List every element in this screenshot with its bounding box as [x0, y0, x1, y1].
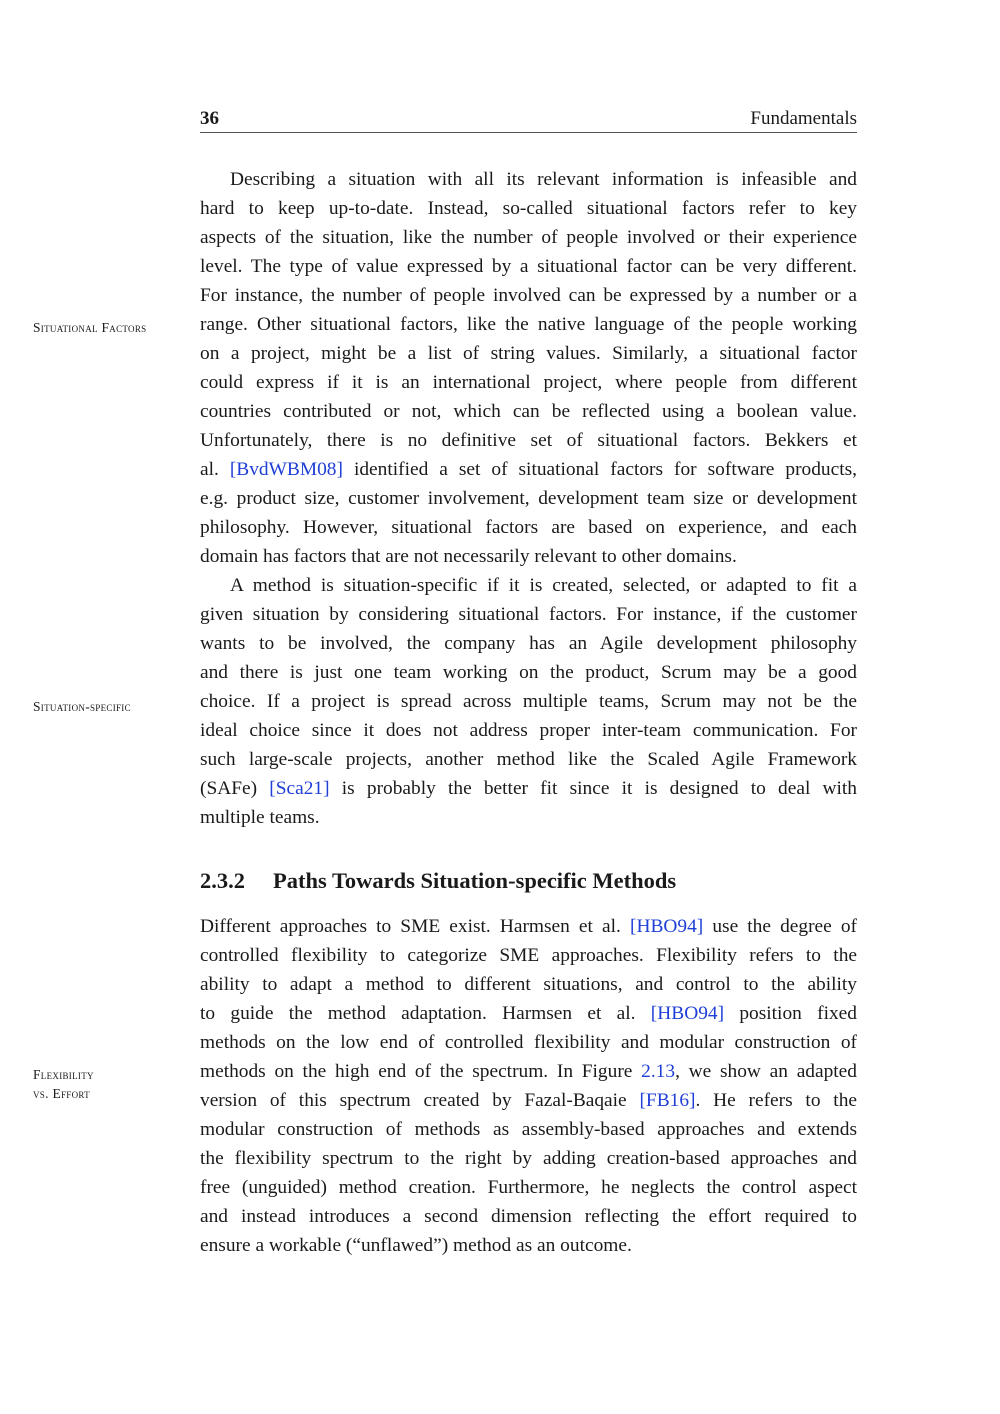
text-fragment: . He refers to the [695, 1090, 857, 1111]
text-line [200, 455, 857, 484]
text-fragment: al. [200, 459, 219, 480]
text-line [200, 1086, 857, 1115]
margin-note-situational-factors: Situational Factors [33, 320, 147, 335]
text-line: free (unguided) method creation. Furthermore, he neglects the control aspect [200, 1177, 857, 1198]
text-fragment: position fixed [739, 1003, 857, 1024]
text-line: A method is situation-specific if it is created, selected, or adapted to fit a [230, 575, 857, 596]
text-line [200, 999, 857, 1028]
paragraph-1 [200, 165, 857, 832]
text-fragment: identified a set of situational factors for software products, [353, 459, 857, 480]
section-title: Paths Towards Situation-specific Methods [273, 868, 677, 893]
text-line: hard to keep up-to-date. Instead, so-called situational factors refer to key [200, 198, 857, 219]
text-fragment: use the degree of [712, 916, 857, 937]
text-line: e.g. product size, customer involvement, development team size or development [200, 488, 857, 509]
text-line: range. Other situational factors, like the native language of the people working [200, 314, 857, 335]
text-fragment: is probably the better fit since it is designed to deal with [341, 778, 857, 799]
margin-note-flexibility [33, 1065, 183, 1103]
text-fragment: (SAFe) [200, 778, 258, 799]
text-line: domain has factors that are not necessarily relevant to other domains. [200, 546, 737, 567]
figure-link[interactable]: 2.13 [641, 1061, 676, 1082]
text-line: given situation by considering situational factors. For instance, if the customer [200, 604, 857, 625]
text-line: and there is just one team working on the product, Scrum may be a good [200, 662, 857, 683]
citation-link[interactable]: [HBO94] [629, 916, 704, 937]
text-fragment: methods on the high end of the spectrum. In Figure [200, 1061, 633, 1082]
text-line: ideal choice since it does not address proper inter-team communication. For [200, 720, 857, 741]
text-line: on a project, might be a list of string values. Similarly, a situational factor [200, 343, 857, 364]
text-line: Unfortunately, there is no definitive set of situational factors. Bekkers et [200, 430, 857, 451]
text-line: such large-scale projects, another method like the Scaled Agile Framework [200, 749, 857, 770]
text-line: the flexibility spectrum to the right by adding creation-based approaches and [200, 1148, 857, 1169]
running-header [200, 106, 857, 133]
citation-link[interactable]: [HBO94] [650, 1003, 725, 1024]
text-line: ensure a workable (“unflawed”) method as an outcome. [200, 1235, 632, 1256]
citation-link[interactable]: [FB16] [639, 1090, 696, 1111]
text-line: wants to be involved, the company has an Agile development philosophy [200, 633, 857, 654]
text-line: and instead introduces a second dimension reflecting the effort required to [200, 1206, 857, 1227]
text-line: choice. If a project is spread across multiple teams, Scrum may not be the [200, 691, 857, 712]
text-line: modular construction of methods as assembly-based approaches and extends [200, 1119, 857, 1140]
text-line: multiple teams. [200, 807, 320, 828]
text-line [200, 1057, 857, 1086]
text-line: ability to adapt a method to different situations, and control to the ability [200, 974, 857, 995]
text-line: controlled flexibility to categorize SME approaches. Flexibility refers to the [200, 945, 857, 966]
text-line: methods on the low end of controlled flexibility and modular construction of [200, 1032, 857, 1053]
text-line: philosophy. However, situational factors are based on experience, and each [200, 517, 857, 538]
text-line: countries contributed or not, which can be reflected using a boolean value. [200, 401, 857, 422]
chapter-title: Fundamentals [750, 108, 857, 129]
text-line: could express if it is an international project, where people from different [200, 372, 857, 393]
text-line [200, 774, 857, 803]
citation-link[interactable]: [BvdWBM08] [229, 459, 343, 480]
citation-link[interactable]: [Sca21] [269, 778, 330, 799]
text-line [200, 912, 857, 941]
text-line: level. The type of value expressed by a situational factor can be very different. [200, 256, 857, 277]
text-line: For instance, the number of people involved can be expressed by a number or a [200, 285, 857, 306]
paragraph-3 [200, 912, 857, 1260]
text-line: Describing a situation with all its relevant information is infeasible and [230, 169, 857, 190]
section-number: 2.3.2 [200, 868, 245, 893]
margin-note-flexibility-line2: vs. Effort [33, 1086, 90, 1101]
section-heading [200, 868, 676, 894]
text-fragment: version of this spectrum created by Fazal-Baqaie [200, 1090, 627, 1111]
margin-note-situation-specific: Situation-specific [33, 699, 131, 714]
text-fragment: Different approaches to SME exist. Harmsen et al. [200, 916, 621, 937]
text-fragment: , we show an adapted [675, 1061, 857, 1082]
page-number: 36 [200, 108, 219, 129]
text-line: aspects of the situation, like the number of people involved or their experience [200, 227, 857, 248]
text-fragment: to guide the method adaptation. Harmsen et al. [200, 1003, 636, 1024]
margin-note-flexibility-line1: Flexibility [33, 1067, 94, 1082]
